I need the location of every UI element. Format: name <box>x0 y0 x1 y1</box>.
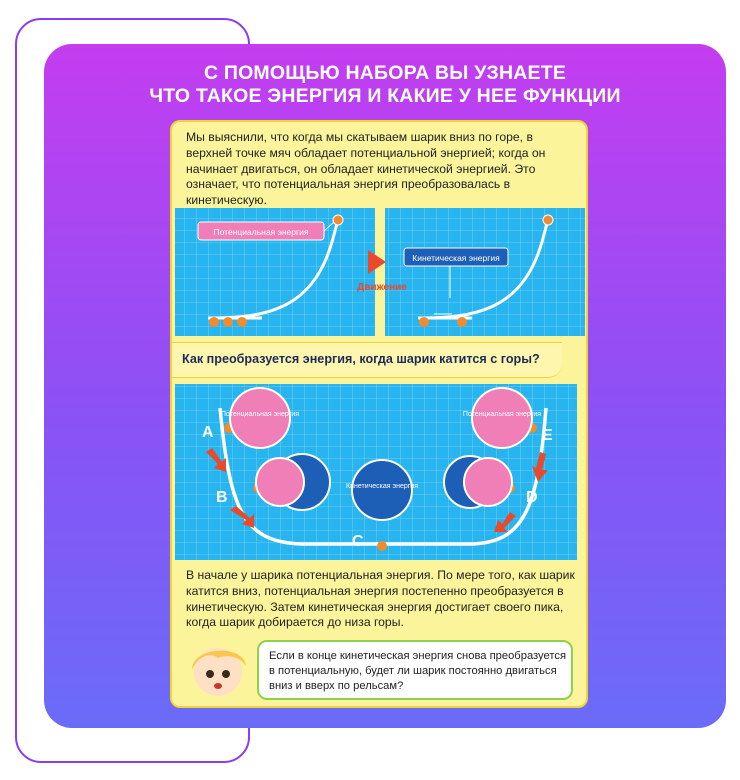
motion-label: Движение <box>357 282 407 293</box>
kinetic-energy-label: Кинетическая энергия <box>412 253 500 263</box>
content-card <box>170 120 588 708</box>
explanation-paragraph: В начале у шарика потенциальная энергия. По мере того, как шарик катится вниз, потенциальная энергия постепенно преобразуется в кинетическую. Затем кинетическая энергия достигает своего пика, когда шарик добирается до низа горы. <box>186 568 575 630</box>
potential-circle-a <box>230 388 290 448</box>
potential-circle-e-label: Потенциальная энергия <box>462 411 542 418</box>
speech-bubble-text: Если в конце кинетическая энергия снова преобразуется в потенциальную, будет ли шарик постоянно двигаться вниз и вверх по рельсам? <box>269 650 567 692</box>
play-arrow-icon <box>368 250 386 274</box>
headline-line-2: ЧТО ТАКОЕ ЭНЕРГИЯ И КАКИЕ У НЕЕ ФУНКЦИИ <box>149 85 621 107</box>
headline-line-1: С ПОМОЩЬЮ НАБОРА ВЫ УЗНАЕТЕ <box>203 62 567 84</box>
top-left-diagram <box>175 208 375 336</box>
point-a-label: A <box>202 424 214 441</box>
point-c-label: C <box>352 533 364 550</box>
question-banner <box>170 342 562 378</box>
potential-circle-a-label: Потенциальная энергия <box>220 411 300 418</box>
potential-circle-e <box>472 388 532 448</box>
potential-circle-d <box>464 458 512 506</box>
track-diagram <box>175 384 577 560</box>
intro-paragraph: Мы выяснили, что когда мы скатываем шарик вниз по горе, в верхней точке мяч обладает потенциальной энергией; когда он начинает двигаться, он обладает кинетической энергией. Это означает, что потенциальная энергия преобразовалась в кинетическую. <box>186 130 546 208</box>
question-text: Как преобразуется энергия, когда шарик катится с горы? <box>182 352 540 366</box>
kinetic-circle-c <box>352 460 412 520</box>
girl-avatar-icon <box>182 634 254 706</box>
speech-bubble <box>257 640 573 700</box>
point-d-label: D <box>526 489 538 506</box>
kinetic-circle-c-label: Кинетическая энергия <box>346 483 418 490</box>
potential-circle-b <box>256 458 304 506</box>
point-e-label: E <box>542 427 553 444</box>
point-b-label: B <box>216 489 228 506</box>
potential-energy-label: Потенциальная энергия <box>213 227 309 237</box>
top-right-diagram <box>385 208 585 336</box>
page-headline <box>44 62 726 108</box>
